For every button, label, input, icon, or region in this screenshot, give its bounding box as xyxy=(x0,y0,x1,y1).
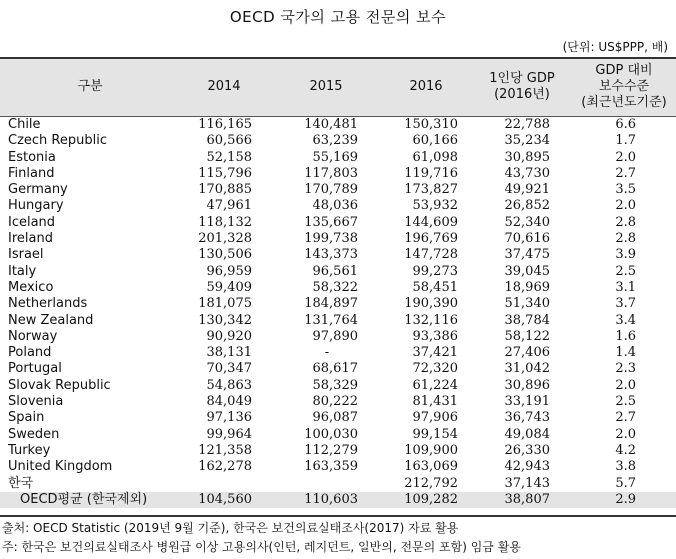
cell-2014: 70,347 xyxy=(206,361,252,377)
cell-2015: 184,897 xyxy=(304,296,358,312)
cell-gdp: 30,896 xyxy=(504,377,550,393)
cell-gdp: 49,921 xyxy=(504,182,550,198)
cell-ratio: 2.7 xyxy=(615,165,636,181)
cell-ratio: 2.3 xyxy=(615,361,636,377)
cell-2014: 52,158 xyxy=(206,149,252,165)
cell-country: Turkey xyxy=(8,442,51,458)
cell-2014: 130,342 xyxy=(198,312,252,328)
cell-2014: 59,409 xyxy=(206,279,252,295)
cell-ratio: 3.7 xyxy=(615,296,636,312)
cell-2015: 140,481 xyxy=(304,117,358,132)
cell-gdp: 49,084 xyxy=(504,426,550,442)
cell-gdp: 42,943 xyxy=(504,459,550,475)
cell-2014: 201,328 xyxy=(198,231,252,247)
cell-ratio: 3.1 xyxy=(615,279,636,295)
cell-2014: 90,920 xyxy=(206,328,252,344)
footnote: 주: 한국은 보건의료실태조사 병원급 이상 고용의사(인턴, 레지던트, 일반의, 전문의 포함) 임금 활용 xyxy=(2,540,521,554)
cell-2014: 99,964 xyxy=(206,426,252,442)
table-row xyxy=(0,296,676,312)
cell-2016: 173,827 xyxy=(404,182,458,198)
cell-gdp: 36,743 xyxy=(504,410,550,426)
cell-2015: 199,738 xyxy=(304,231,358,247)
cell-country: Portugal xyxy=(8,361,62,377)
cell-2016: 144,609 xyxy=(404,214,458,230)
cell-2015: 80,222 xyxy=(312,394,358,410)
cell-2015: 97,890 xyxy=(312,328,358,344)
cell-2016: 150,310 xyxy=(404,117,458,132)
cell-2016: 37,421 xyxy=(412,345,458,361)
cell-ratio: 3.9 xyxy=(615,247,636,263)
cell-country: 한국 xyxy=(8,475,34,491)
cell-gdp: 51,340 xyxy=(504,296,550,312)
table-row xyxy=(0,198,676,214)
cell-2016: 93,386 xyxy=(412,328,458,344)
cell-country: Slovak Republic xyxy=(8,377,111,393)
page-title: OECD 국가의 고용 전문의 보수 xyxy=(229,8,447,26)
cell-2016: 99,154 xyxy=(412,426,458,442)
cell-2016: 81,431 xyxy=(412,394,458,410)
table-row xyxy=(0,247,676,263)
cell-ratio: 2.8 xyxy=(615,231,636,247)
cell-2014: 38,131 xyxy=(206,345,252,361)
cell-gdp: 37,143 xyxy=(504,475,550,491)
cell-ratio: 2.0 xyxy=(615,198,636,214)
cell-2014: 84,049 xyxy=(206,394,252,410)
cell-country: Netherlands xyxy=(8,296,88,312)
cell-2015: 117,803 xyxy=(304,165,358,181)
cell-country: Finland xyxy=(8,165,55,181)
cell-gdp: 38,807 xyxy=(504,491,550,507)
cell-2014: 115,796 xyxy=(198,165,252,181)
cell-2015: 143,373 xyxy=(304,247,358,263)
table-body xyxy=(0,117,676,508)
cell-2016: 53,932 xyxy=(412,198,458,214)
cell-2016: 212,792 xyxy=(404,475,458,491)
cell-2015: 96,087 xyxy=(312,410,358,426)
table-row xyxy=(0,345,676,361)
cell-2014: 116,165 xyxy=(198,117,252,132)
cell-country: New Zealand xyxy=(8,312,94,328)
cell-2016: 109,900 xyxy=(404,442,458,458)
cell-2016: 61,224 xyxy=(412,377,458,393)
cell-2014: 47,961 xyxy=(206,198,252,214)
table-row xyxy=(0,313,676,329)
cell-gdp: 33,191 xyxy=(504,394,550,410)
cell-2015: 48,036 xyxy=(312,198,358,214)
cell-2014: 104,560 xyxy=(198,491,252,507)
cell-2015: 68,617 xyxy=(312,361,358,377)
table-row xyxy=(0,476,676,492)
table-row xyxy=(0,166,676,182)
cell-country: Ireland xyxy=(8,231,53,247)
cell-2016: 196,769 xyxy=(404,231,458,247)
cell-gdp: 31,042 xyxy=(504,361,550,377)
table-row xyxy=(0,378,676,394)
cell-2016: 163,069 xyxy=(404,459,458,475)
cell-2015: 110,603 xyxy=(304,491,358,507)
cell-country: Israel xyxy=(8,247,44,263)
cell-ratio: 6.6 xyxy=(615,117,636,132)
cell-ratio: 2.5 xyxy=(615,263,636,279)
cell-country: Chile xyxy=(8,117,41,132)
cell-2016: 99,273 xyxy=(412,263,458,279)
cell-ratio: 1.7 xyxy=(615,133,636,149)
cell-2014: 162,278 xyxy=(198,459,252,475)
table-row xyxy=(0,264,676,280)
header-2014: 2014 xyxy=(207,79,241,94)
cell-2016: 97,906 xyxy=(412,410,458,426)
cell-2015: 131,764 xyxy=(304,312,358,328)
cell-gdp: 38,784 xyxy=(504,312,550,328)
cell-2016: 58,451 xyxy=(412,279,458,295)
cell-ratio: 5.7 xyxy=(615,475,636,491)
cell-2016: 109,282 xyxy=(404,491,458,507)
cell-gdp: 30,895 xyxy=(504,149,550,165)
cell-2016: 119,716 xyxy=(404,165,458,181)
table-row-average xyxy=(0,492,676,508)
cell-gdp: 35,234 xyxy=(504,133,550,149)
cell-2015: 135,667 xyxy=(304,214,358,230)
cell-ratio: 2.9 xyxy=(615,491,636,507)
cell-2014: 97,136 xyxy=(206,410,252,426)
table-row xyxy=(0,329,676,345)
table-row xyxy=(0,410,676,426)
cell-country: Estonia xyxy=(8,149,56,165)
cell-gdp: 26,330 xyxy=(504,442,550,458)
cell-ratio: 2.0 xyxy=(615,377,636,393)
table-row xyxy=(0,443,676,459)
table-row xyxy=(0,150,676,166)
table-row xyxy=(0,231,676,247)
cell-gdp: 43,730 xyxy=(504,165,550,181)
cell-country: Iceland xyxy=(8,214,56,230)
header-gdp-ratio: GDP 대비 보수수준 (최근년도기준) xyxy=(581,63,667,110)
cell-2015: 58,329 xyxy=(312,377,358,393)
cell-ratio: 2.7 xyxy=(615,410,636,426)
table-row xyxy=(0,361,676,377)
table-row xyxy=(0,117,676,133)
cell-2014: 121,358 xyxy=(198,442,252,458)
table-bottom-rule xyxy=(0,515,676,517)
header-gdp-per-capita: 1인당 GDP (2016년) xyxy=(489,71,555,102)
cell-country: United Kingdom xyxy=(8,459,113,475)
cell-ratio: 3.5 xyxy=(615,182,636,198)
cell-2014: 96,959 xyxy=(206,263,252,279)
source-note: 출처: OECD Statistic (2019년 9월 기준), 한국은 보건의료실태조사(2017) 자료 활용 xyxy=(2,521,459,535)
table-row xyxy=(0,133,676,149)
cell-2014: 170,885 xyxy=(198,182,252,198)
table-row xyxy=(0,394,676,410)
cell-2014: 60,566 xyxy=(206,133,252,149)
header-2015: 2015 xyxy=(309,79,343,94)
cell-country: Hungary xyxy=(8,198,64,214)
cell-2015: 55,169 xyxy=(312,149,358,165)
header-2016: 2016 xyxy=(409,79,443,94)
cell-2016: 60,166 xyxy=(412,133,458,149)
cell-gdp: 70,616 xyxy=(504,231,550,247)
table-row xyxy=(0,280,676,296)
cell-country: Italy xyxy=(8,263,37,279)
cell-country: Sweden xyxy=(8,426,60,442)
cell-country: Poland xyxy=(8,345,52,361)
cell-gdp: 27,406 xyxy=(504,345,550,361)
cell-2014: 181,075 xyxy=(198,296,252,312)
cell-2015: 58,322 xyxy=(312,279,358,295)
cell-gdp: 18,969 xyxy=(504,279,550,295)
cell-2016: 147,728 xyxy=(404,247,458,263)
cell-2014: 118,132 xyxy=(198,214,252,230)
header-category: 구분 xyxy=(77,79,103,94)
cell-gdp: 39,045 xyxy=(504,263,550,279)
cell-2016: 132,116 xyxy=(404,312,458,328)
cell-ratio: 3.8 xyxy=(615,459,636,475)
cell-ratio: 1.4 xyxy=(615,345,636,361)
unit-label: (단위: US$PPP, 배) xyxy=(562,40,668,54)
cell-gdp: 37,475 xyxy=(504,247,550,263)
cell-gdp: 58,122 xyxy=(504,328,550,344)
cell-2014: 54,863 xyxy=(206,377,252,393)
cell-2014: 130,506 xyxy=(198,247,252,263)
cell-country: OECD평균 (한국제외) xyxy=(20,491,148,507)
cell-country: Slovenia xyxy=(8,394,64,410)
cell-gdp: 52,340 xyxy=(504,214,550,230)
cell-ratio: 2.0 xyxy=(615,149,636,165)
cell-country: Czech Republic xyxy=(8,133,107,149)
cell-ratio: 2.0 xyxy=(615,426,636,442)
cell-2016: 190,390 xyxy=(404,296,458,312)
cell-2016: 72,320 xyxy=(412,361,458,377)
cell-2015: - xyxy=(324,345,330,361)
cell-2016: 61,098 xyxy=(412,149,458,165)
cell-2015: 100,030 xyxy=(304,426,358,442)
cell-country: Germany xyxy=(8,182,68,198)
cell-gdp: 26,852 xyxy=(504,198,550,214)
cell-2015: 163,359 xyxy=(304,459,358,475)
cell-ratio: 3.4 xyxy=(615,312,636,328)
cell-2015: 112,279 xyxy=(304,442,358,458)
cell-2015: 96,561 xyxy=(312,263,358,279)
cell-ratio: 1.6 xyxy=(615,328,636,344)
cell-ratio: 2.5 xyxy=(615,394,636,410)
cell-ratio: 4.2 xyxy=(615,442,636,458)
table-row xyxy=(0,215,676,231)
cell-country: Norway xyxy=(8,328,58,344)
table-row xyxy=(0,182,676,198)
cell-gdp: 22,788 xyxy=(504,117,550,132)
cell-2015: 170,789 xyxy=(304,182,358,198)
table-row xyxy=(0,427,676,443)
table-row xyxy=(0,459,676,475)
cell-country: Spain xyxy=(8,410,45,426)
cell-country: Mexico xyxy=(8,279,54,295)
cell-2015: 63,239 xyxy=(312,133,358,149)
cell-ratio: 2.8 xyxy=(615,214,636,230)
